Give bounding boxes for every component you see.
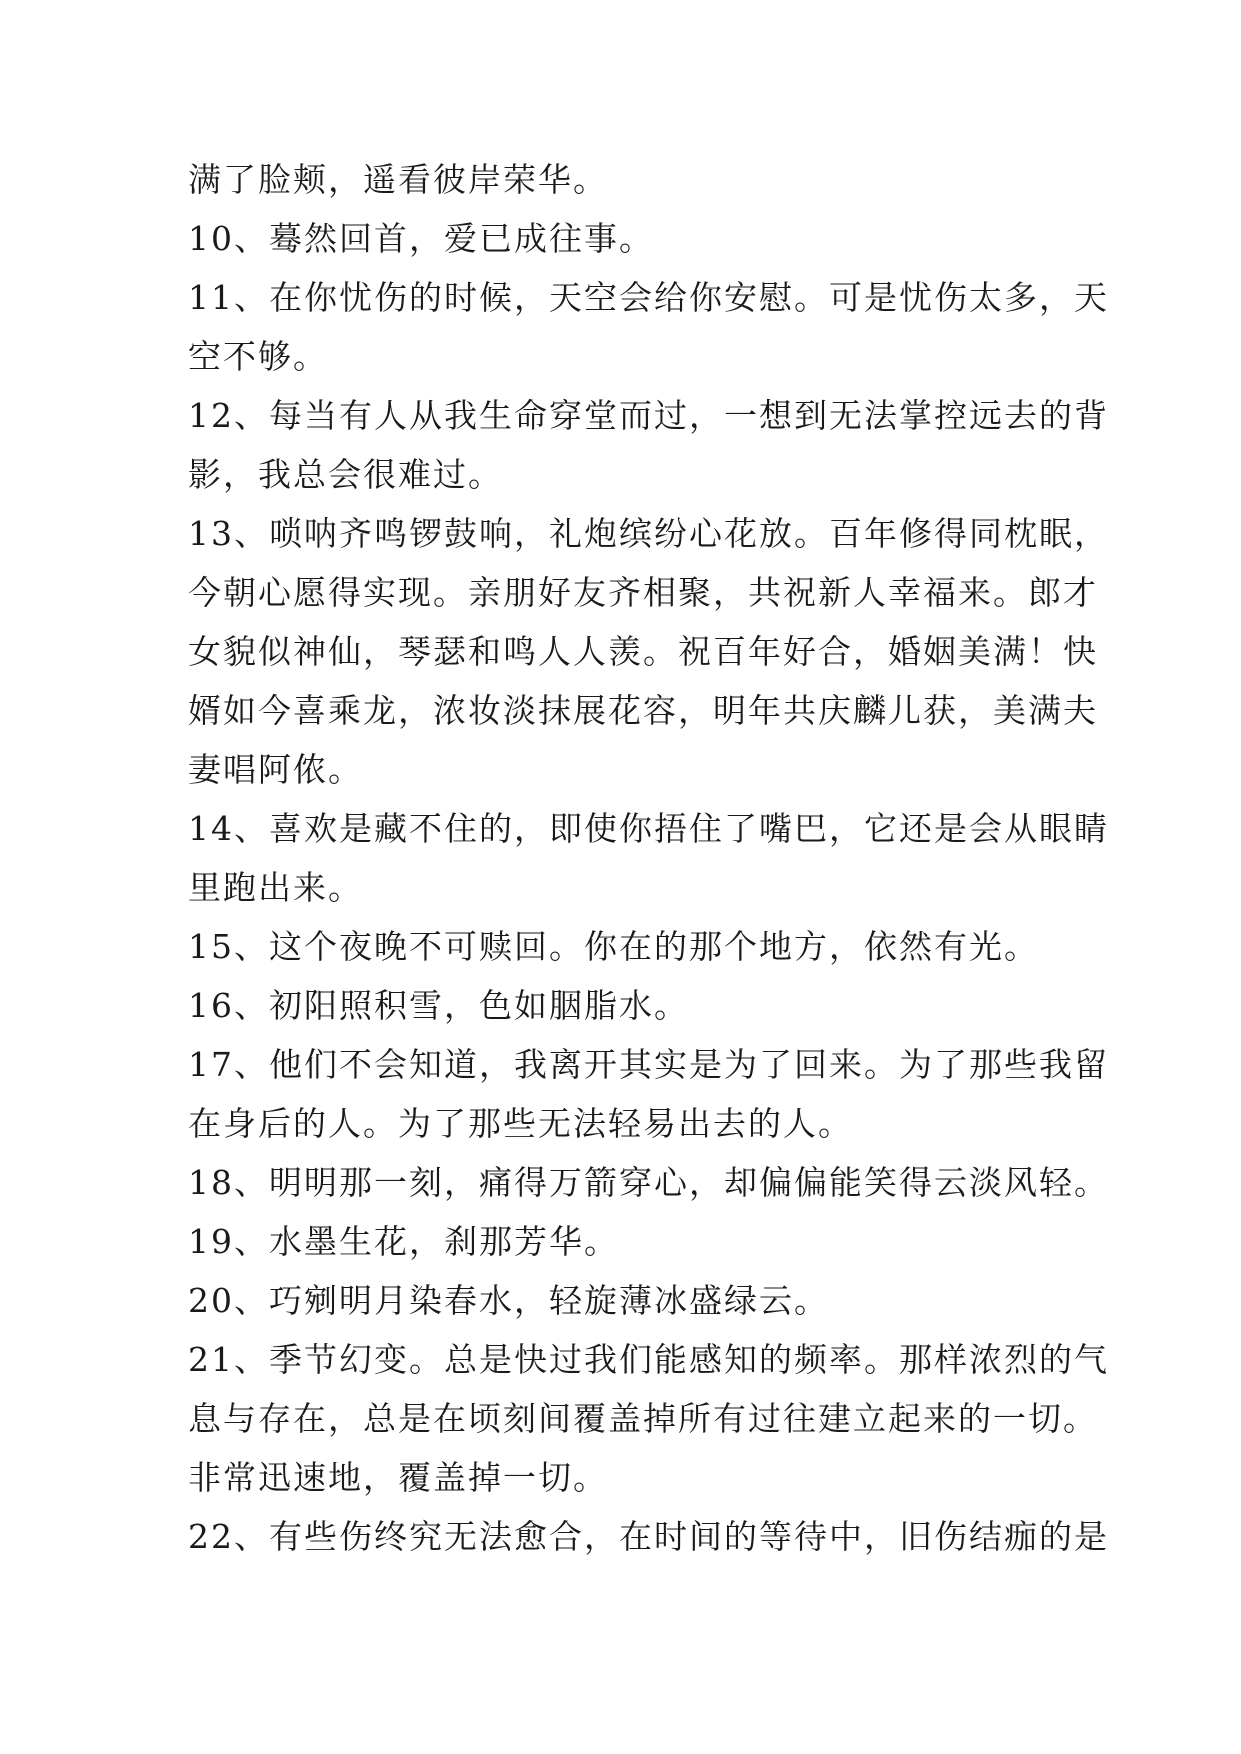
text-line: 今朝心愿得实现。亲朋好友齐相聚，共祝新人幸福来。郎才 xyxy=(188,573,1098,612)
text-line: 女貌似神仙，琴瑟和鸣人人羡。祝百年好合，婚姻美满！快 xyxy=(188,632,1098,671)
text-line: 空不够。 xyxy=(188,337,328,376)
text-line: 11、在你忧伤的时候，天空会给你安慰。可是忧伤太多，天 xyxy=(188,278,1109,317)
text-line: 满了脸颊，遥看彼岸荣华。 xyxy=(188,160,608,199)
text-line: 婿如今喜乘龙，浓妆淡抹展花容，明年共庆麟儿获，美满夫 xyxy=(188,691,1098,730)
document-body xyxy=(188,150,1109,1566)
text-line: 20、巧剜明月染春水，轻旋薄冰盛绿云。 xyxy=(188,1281,829,1320)
text-line: 13、唢呐齐鸣锣鼓响，礼炮缤纷心花放。百年修得同枕眠， xyxy=(188,514,1109,553)
text-line: 17、他们不会知道，我离开其实是为了回来。为了那些我留 xyxy=(188,1045,1109,1084)
text-line: 12、每当有人从我生命穿堂而过，一想到无法掌控远去的背 xyxy=(188,396,1109,435)
text-line: 妻唱阿侬。 xyxy=(188,750,363,789)
text-line: 10、蓦然回首，爱已成往事。 xyxy=(188,219,654,258)
text-line: 14、喜欢是藏不住的，即使你捂住了嘴巴，它还是会从眼睛 xyxy=(188,809,1109,848)
text-line: 影，我总会很难过。 xyxy=(188,455,503,494)
text-line: 21、季节幻变。总是快过我们能感知的频率。那样浓烈的气 xyxy=(188,1340,1109,1379)
text-line: 18、明明那一刻，痛得万箭穿心，却偏偏能笑得云淡风轻。 xyxy=(188,1163,1109,1202)
text-line: 19、水墨生花，刹那芳华。 xyxy=(188,1222,619,1261)
text-line: 15、这个夜晚不可赎回。你在的那个地方，依然有光。 xyxy=(188,927,1039,966)
text-line: 22、有些伤终究无法愈合，在时间的等待中，旧伤结痂的是 xyxy=(188,1517,1109,1556)
text-line: 里跑出来。 xyxy=(188,868,363,907)
text-line: 16、初阳照积雪，色如胭脂水。 xyxy=(188,986,689,1025)
text-line: 非常迅速地，覆盖掉一切。 xyxy=(188,1458,608,1497)
text-line: 息与存在，总是在顷刻间覆盖掉所有过往建立起来的一切。 xyxy=(188,1399,1098,1438)
text-line: 在身后的人。为了那些无法轻易出去的人。 xyxy=(188,1104,853,1143)
